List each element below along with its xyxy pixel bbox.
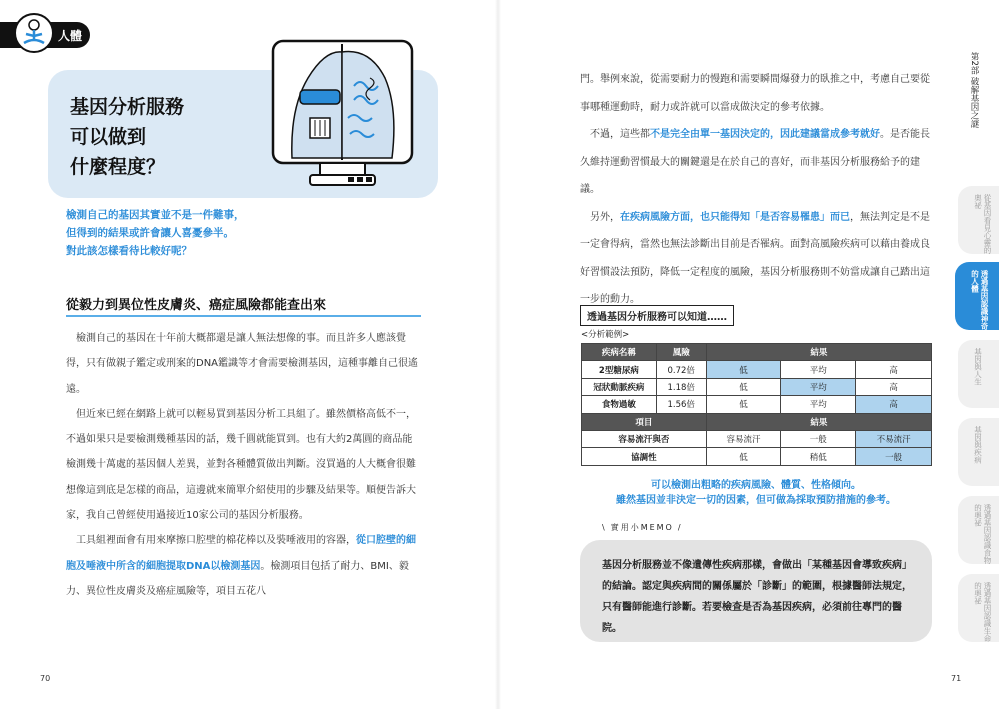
table-cell: 協調性 (582, 448, 707, 465)
table-cell: 食物過敏 (582, 396, 657, 413)
text-run: 不過，這些都 (590, 129, 650, 140)
highlight-text: 在疾病風險方面，也只能得知「是否容易罹患」而已 (620, 211, 850, 223)
side-tab-label: 透過基因認識食物的奧祕 (973, 504, 992, 564)
table-cell: 容易流汗 (706, 430, 781, 447)
table-header-cell: 疾病名稱 (582, 344, 657, 361)
side-tab-label: 透過基因認識神奇的人體 (970, 270, 989, 330)
side-tab[interactable] (958, 418, 999, 486)
table-header-cell: 風險 (656, 344, 706, 361)
table-cell: 稍低 (781, 448, 856, 465)
right-body-text (580, 66, 932, 314)
paragraph: 檢測自己的基因在十年前大概都還是讓人無法想像的事。而且許多人應該覺得，只有做親子鑑定或刑案的DNA鑑識等才會需要檢測基因，這種事離自己很遙遠。 (66, 333, 419, 395)
table-header-row (582, 413, 932, 430)
table-header-cell: 項目 (582, 413, 707, 430)
text-run: ，無法判定是不是一定會得病，當然也無法診斷出目前是否罹病。面對高風險疾病可以藉由養成良好習慣設法預防，降低一定程度的風險，基因分析服務則不妨當成讓自己踏出這一步的動力。 (580, 211, 930, 305)
table-cell: 高 (856, 396, 932, 413)
meditating-person-icon (14, 13, 54, 53)
subheading-underline (66, 315, 421, 317)
table-cell: 不易流汗 (856, 430, 932, 447)
chapter-label: 第2部 破解基因之謎 (969, 51, 979, 129)
table-cell: 低 (706, 448, 781, 465)
side-tab-active[interactable] (955, 262, 999, 330)
side-tab-label: 基因與人生 (973, 348, 983, 386)
table-title: 透過基因分析服務可以知道…… (580, 305, 734, 326)
table-header-cell: 結果 (706, 344, 931, 361)
table-subtitle: <分析範例> (581, 330, 630, 340)
table-cell: 一般 (856, 448, 932, 465)
table-cell: 高 (856, 361, 932, 378)
table-note: 可以檢測出粗略的疾病風險、體質、性格傾向。 雖然基因並非決定一切的因素，但可做為採取預防措施的參考。 (616, 480, 896, 506)
table-header-cell: 結果 (706, 413, 931, 430)
table-cell: 1.18倍 (656, 378, 706, 395)
table-cell: 低 (706, 378, 781, 395)
side-tab[interactable] (958, 574, 999, 642)
side-tab[interactable] (958, 496, 999, 564)
table-row (582, 396, 932, 413)
subheading: 從毅力到異位性皮膚炎、癌症風險都能查出來 (66, 298, 327, 313)
dna-face-monitor-illustration (270, 38, 415, 190)
paragraph (580, 204, 932, 314)
side-tab-label: 基因與疾病 (973, 426, 983, 464)
table-cell: 高 (856, 378, 932, 395)
table-row (582, 361, 932, 378)
text-run: 另外， (590, 211, 620, 223)
paragraph: 但近來已經在網路上就可以輕易買到基因分析工具組了。雖然價格高低不一，不過如果只是要檢測幾種基因的話，幾千圓就能買到。也有大約2萬圓的商品能檢測幾十萬處的基因個人差異，並對各種體質做出判斷。沒買過的人大概會很難想像這到底是怎樣的商品，這邊就來簡單介紹使用的步驟及結果等。順便告訴大家，我自己曾經使用過接近10家公司的基因分析服務。 (66, 408, 416, 522)
table-row (582, 378, 932, 395)
text-run: 。檢測項目包括了耐力、BMI、毅力、異位性皮膚炎及癌症風險等，項目五花八 (66, 560, 409, 597)
table-cell: 一般 (781, 430, 856, 447)
intro-text: 檢測自己的基因其實並不是一件難事， 但得到的結果或許會讓人喜憂參半。 對此該怎樣看待比較好呢？ (66, 209, 245, 257)
side-tab-label: 透過基因認識生命的奧祕 (973, 582, 992, 642)
table-cell: 低 (706, 361, 781, 378)
memo-text: 基因分析服務並不像遺傳性疾病那樣，會做出「某種基因會導致疾病」的結論。認定與疾病間的關係屬於「診斷」的範圍，根據醫師法規定，只有醫師能進行診斷。若要檢查是否為基因疾病，必須前往專門的醫院。 (602, 560, 912, 634)
table-row (582, 448, 932, 465)
table-cell: 平均 (781, 396, 856, 413)
table-cell: 冠狀動脈疾病 (582, 378, 657, 395)
paragraph (580, 121, 932, 204)
table-cell: 2型糖尿病 (582, 361, 657, 378)
table-cell: 容易流汗與否 (582, 430, 707, 447)
table-header-row (582, 344, 932, 361)
paragraph: 門。舉例來說，從需要耐力的慢跑和需要瞬間爆發力的臥推之中，考慮自己要從事哪種運動時，耐力或許就可以當成做決定的參考依據。 (580, 74, 930, 113)
highlight-text: 從口腔壁的細胞及唾液中所含的細胞提取DNA以檢測基因 (66, 535, 416, 572)
side-tab[interactable] (958, 186, 999, 254)
table-cell: 平均 (781, 361, 856, 378)
table-cell: 平均 (781, 378, 856, 395)
highlight-text: 不是完全由單一基因決定的，因此建議當成參考就好 (650, 129, 880, 140)
gene-analysis-table (581, 343, 932, 466)
left-body-text (66, 326, 422, 604)
page-number-right: 71 (951, 674, 962, 683)
table-cell: 低 (706, 396, 781, 413)
section-label: 人體 (58, 29, 83, 43)
side-tab[interactable] (958, 340, 999, 408)
table-cell: 0.72倍 (656, 361, 706, 378)
text-run: 工具組裡面會有用來摩擦口腔壁的棉花棒以及裝唾液用的容器， (76, 535, 356, 547)
text-run: 。是否能長久維持運動習慣最大的關鍵還是在於自己的喜好，而非基因分析服務給予的建議。 (580, 129, 930, 195)
side-tab-label: 從基因看見心靈的奧祕 (973, 194, 992, 254)
paragraph (66, 528, 422, 604)
page-number-left: 70 (40, 674, 51, 683)
page-gutter (495, 0, 501, 709)
page-title: 基因分析服務 可以做到 什麼程度？ (70, 96, 185, 178)
table-cell: 1.56倍 (656, 396, 706, 413)
memo-label: \ 實用小MEMO / (602, 522, 683, 533)
table-row (582, 430, 932, 447)
